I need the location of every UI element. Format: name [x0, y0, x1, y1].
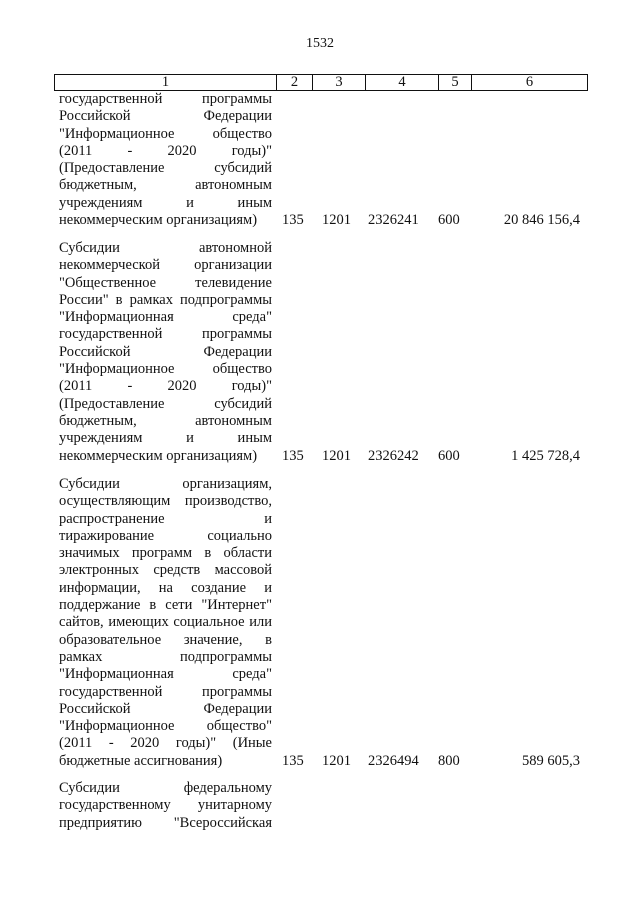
- row-section-code: 1201: [322, 448, 351, 464]
- row-description: [59, 780, 272, 832]
- description-line: бюджетным, автономным: [59, 412, 272, 429]
- description-line: образовательное значение, в: [59, 631, 272, 648]
- description-line: государственному унитарному: [59, 797, 272, 814]
- description-line: сайтов, имеющих социальное или: [59, 614, 272, 631]
- row-gr-code: 135: [282, 212, 304, 228]
- description-line: Субсидии автономной: [59, 240, 272, 256]
- description-line: информации, на создание и: [59, 579, 272, 596]
- description-line: электронных средств массовой: [59, 562, 272, 579]
- description-line: рамках подпрограммы: [59, 648, 272, 665]
- description-line: учреждениям и иным: [59, 430, 272, 447]
- description-line: значимых программ в области: [59, 545, 272, 562]
- description-line: (2011 - 2020 годы)": [59, 142, 272, 159]
- row-amount: 589 605,3: [522, 753, 580, 769]
- description-line: России" в рамках подпрограммы: [59, 291, 272, 308]
- column-header-table: [54, 74, 588, 91]
- column-header-5: 5: [439, 75, 472, 91]
- description-line: поддержание в сети "Интернет": [59, 597, 272, 614]
- row-expense-type: 800: [438, 753, 460, 769]
- description-line: учреждениям и иным: [59, 194, 272, 211]
- row-description: [59, 240, 272, 465]
- description-line: осуществляющим производство,: [59, 493, 272, 510]
- row-expense-type: 600: [438, 212, 460, 228]
- row-section-code: 1201: [322, 212, 351, 228]
- row-target-code: 2326242: [368, 448, 419, 464]
- row-description: [59, 476, 272, 770]
- column-header-4: 4: [366, 75, 439, 91]
- description-line: "Информационная среда": [59, 309, 272, 326]
- row-target-code: 2326494: [368, 753, 419, 769]
- description-line: Российской Федерации: [59, 108, 272, 125]
- description-line: бюджетным, автономным: [59, 177, 272, 194]
- column-header-6: 6: [472, 75, 588, 91]
- description-line: государственной программы: [59, 326, 272, 343]
- row-target-code: 2326241: [368, 212, 419, 228]
- column-header-2: 2: [277, 75, 313, 91]
- description-line: распространение и: [59, 510, 272, 527]
- description-line: государственной программы: [59, 91, 272, 107]
- column-header-1: 1: [55, 75, 277, 91]
- row-expense-type: 600: [438, 448, 460, 464]
- description-line: некоммерческим организациям): [59, 212, 258, 229]
- description-line: некоммерческим организациям): [59, 447, 258, 464]
- description-line: "Общественное телевидение: [59, 274, 272, 291]
- column-header-3: 3: [313, 75, 366, 91]
- column-header-row: [55, 75, 588, 91]
- description-line: тиражирование социально: [59, 527, 272, 544]
- description-line: "Информационное общество: [59, 361, 272, 378]
- description-line: Российской Федерации: [59, 343, 272, 360]
- description-line: бюджетные ассигнования): [59, 752, 223, 769]
- row-gr-code: 135: [282, 448, 304, 464]
- description-line: Субсидии федеральному: [59, 780, 272, 796]
- description-line: "Информационное общество": [59, 718, 272, 735]
- row-section-code: 1201: [322, 753, 351, 769]
- page-number: 1532: [306, 36, 334, 51]
- description-line: (Предоставление субсидий: [59, 160, 272, 177]
- row-gr-code: 135: [282, 753, 304, 769]
- description-line: некоммерческой организации: [59, 257, 272, 274]
- description-line: Российской Федерации: [59, 700, 272, 717]
- description-line: (2011 - 2020 годы)" (Иные: [59, 735, 272, 752]
- description-line: Субсидии организациям,: [59, 476, 272, 492]
- description-line: государственной программы: [59, 683, 272, 700]
- description-line: предприятию "Всероссийская: [59, 814, 272, 831]
- row-amount: 20 846 156,4: [503, 212, 580, 228]
- description-line: (2011 - 2020 годы)": [59, 378, 272, 395]
- description-line: (Предоставление субсидий: [59, 395, 272, 412]
- description-line: "Информационное общество: [59, 125, 272, 142]
- description-line: "Информационная среда": [59, 666, 272, 683]
- row-amount: 1 425 728,4: [511, 448, 580, 464]
- row-description: [59, 91, 272, 229]
